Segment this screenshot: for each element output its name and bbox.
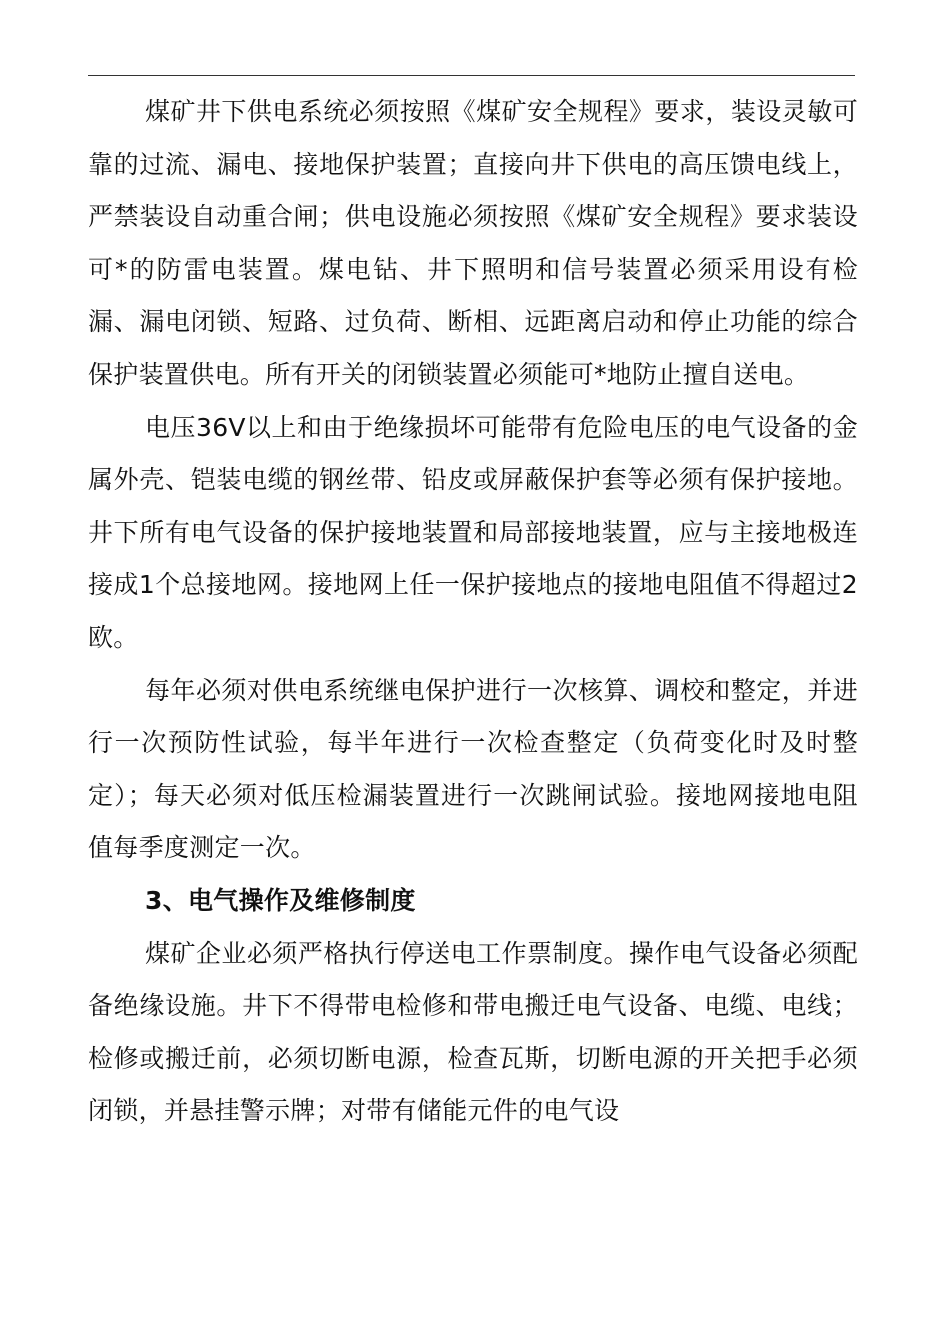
paragraph-grounding: 电压36V以上和由于绝缘损坏可能带有危险电压的电气设备的金属外壳、铠装电缆的钢丝带、铅皮或屏蔽保护套等必须有保护接地。井下所有电气设备的保护接地装置和局部接地装置，应与主接地极连接成1个总接地网。接地网上任一保护接地点的接地电阻值不得超过2欧。 xyxy=(88,412,858,652)
paragraph-electrical-operation: 煤矿企业必须严格执行停送电工作票制度。操作电气设备必须配备绝缘设施。井下不得带电检修和带电搬迁电气设备、电缆、电线；检修或搬迁前，必须切断电源，检查瓦斯，切断电源的开关把手必须闭锁，并悬挂警示牌；对带有储能元件的电气设 xyxy=(88,938,858,1126)
section-heading: 3、电气操作及维修制度 xyxy=(145,885,416,915)
paragraph-relay-testing: 每年必须对供电系统继电保护进行一次核算、调校和整定，并进行一次预防性试验，每半年进行一次检查整定（负荷变化时及时整定）；每天必须对低压检漏装置进行一次跳闸试验。接地网接地电阻值每季度测定一次。 xyxy=(88,675,858,863)
header-rule xyxy=(88,75,855,76)
document-body xyxy=(88,86,858,1138)
paragraph-power-supply-protection: 煤矿井下供电系统必须按照《煤矿安全规程》要求，装设灵敏可靠的过流、漏电、接地保护装置；直接向井下供电的高压馈电线上，严禁装设自动重合闸；供电设施必须按照《煤矿安全规程》要求装设可*的防雷电装置。煤电钻、井下照明和信号装置必须采用设有检漏、漏电闭锁、短路、过负荷、断相、远距离启动和停止功能的综合保护装置供电。所有开关的闭锁装置必须能可*地防止擅自送电。 xyxy=(88,97,858,389)
